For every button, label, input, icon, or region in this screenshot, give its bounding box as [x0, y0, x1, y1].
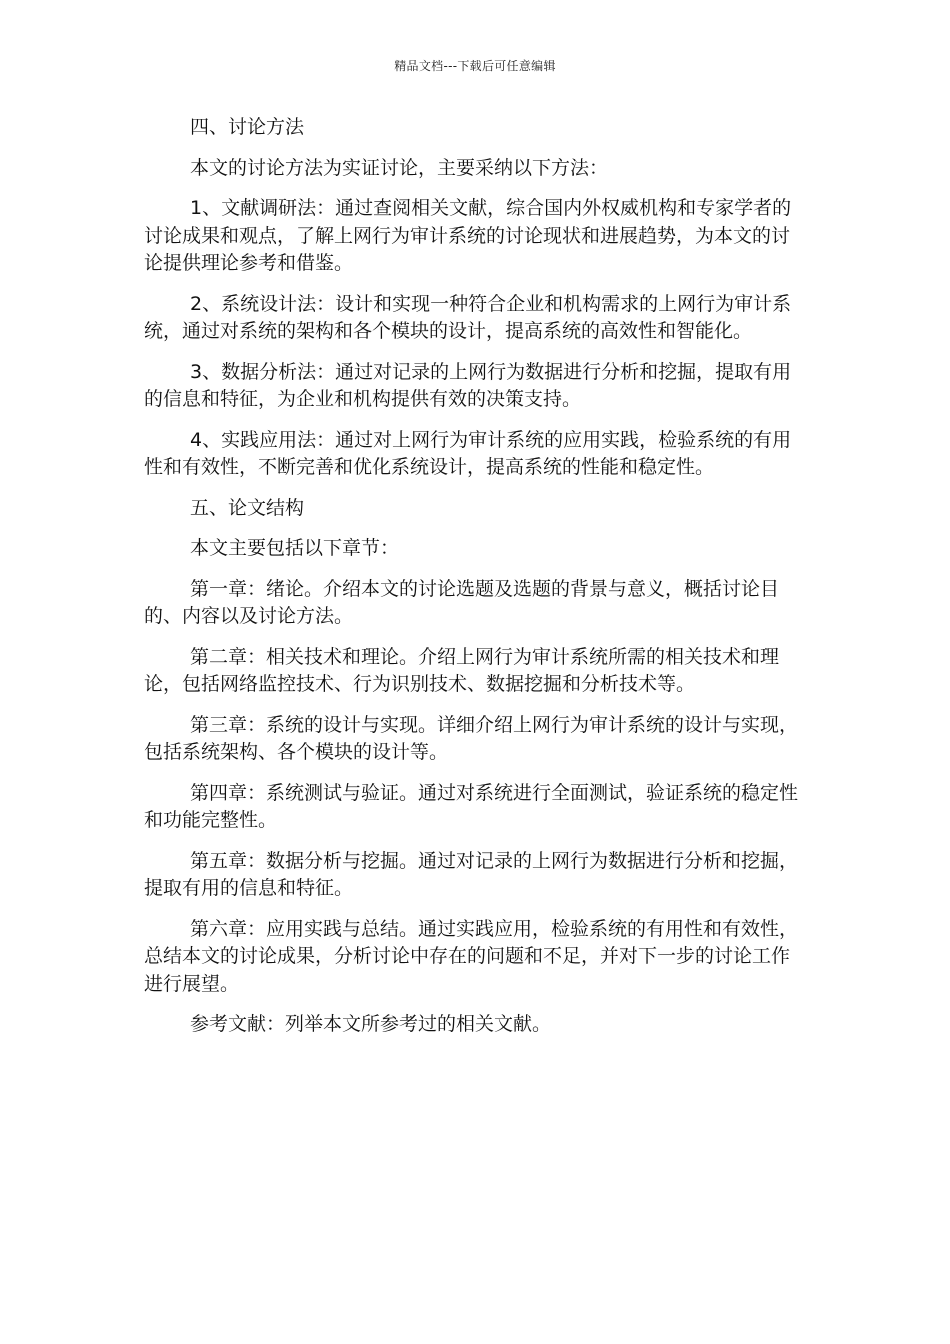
- chapter-paragraph: 第四章：系统测试与验证。通过对系统进行全面测试，验证系统的稳定性和功能完整性。: [144, 781, 799, 831]
- method-paragraph: 2、系统设计法：设计和实现一种符合企业和机构需求的上网行为审计系统，通过对系统的架构和各个模块的设计，提高系统的高效性和智能化。: [144, 292, 792, 342]
- method-paragraph: 3、数据分析法：通过对记录的上网行为数据进行分析和挖掘，提取有用的信息和特征，为企业和机构提供有效的决策支持。: [144, 360, 792, 410]
- method-paragraph: 4、实践应用法：通过对上网行为审计系统的应用实践，检验系统的有用性和有效性，不断完善和优化系统设计，提高系统的性能和稳定性。: [144, 428, 792, 478]
- section-heading-thesis-structure: 五、论文结构: [190, 496, 305, 519]
- thesis-structure-intro: 本文主要包括以下章节：: [190, 537, 400, 559]
- chapter-paragraph: 第二章：相关技术和理论。介绍上网行为审计系统所需的相关技术和理论，包括网络监控技术、行为识别技术、数据挖掘和分析技术等。: [144, 645, 780, 695]
- references-paragraph: 参考文献：列举本文所参考过的相关文献。: [190, 1013, 552, 1035]
- method-paragraph: 1、文献调研法：通过查阅相关文献，综合国内外权威机构和专家学者的讨论成果和观点，了解上网行为审计系统的讨论现状和进展趋势，为本文的讨论提供理论参考和借鉴。: [144, 197, 792, 274]
- section-heading-research-methods: 四、讨论方法: [190, 116, 305, 138]
- chapter-paragraph: 第一章：绪论。介绍本文的讨论选题及选题的背景与意义，概括讨论目的、内容以及讨论方法。: [144, 577, 780, 627]
- document-body: [144, 114, 808, 1052]
- chapter-paragraph: 第五章：数据分析与挖掘。通过对记录的上网行为数据进行分析和挖掘，提取有用的信息和特征。: [144, 849, 799, 899]
- research-methods-intro: 本文的讨论方法为实证讨论，主要采纳以下方法：: [190, 156, 609, 179]
- chapter-paragraph: 第三章：系统的设计与实现。详细介绍上网行为审计系统的设计与实现，包括系统架构、各个模块的设计等。: [144, 713, 799, 763]
- page-header: 精品文档---下载后可任意编辑: [394, 59, 556, 73]
- chapter-paragraph: 第六章：应用实践与总结。通过实践应用，检验系统的有用性和有效性，总结本文的讨论成果，分析讨论中存在的问题和不足，并对下一步的讨论工作进行展望。: [144, 917, 799, 995]
